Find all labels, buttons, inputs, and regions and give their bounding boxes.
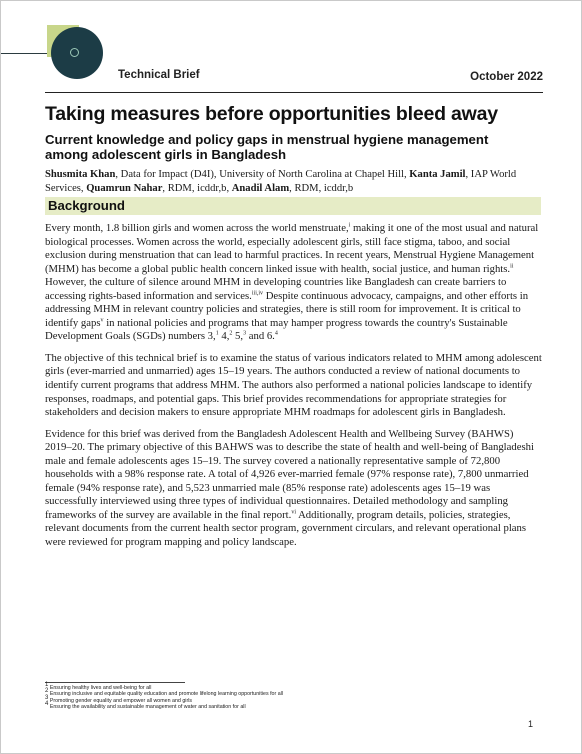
footnote-text: Ensuring the availability and sustainable management of water and sanitation for all — [48, 704, 246, 711]
text-run: Evidence for this brief was derived from the Bangladesh Adolescent Health and Wellbeing Survey (BAHWS) 2019–20. The primary objective of this BAHWS was to describe the state of health and well-being of Bangladeshi male and female adolescents ages 15–19. The survey covered a nationally representative sample of 72,800 households with a 98% response rate. A total of 4,926 ever-married female (97% response rate), 7,800 unmarried female (94% response rate), and 5,523 unmarried male (85% response rate) adolescents ages 15–19 was successfully interviewed using three types of individual questionnaires. Detailed methodology and sampling frameworks of the survey are available in the final report. — [45, 427, 534, 521]
footnote-number: 2 — [45, 688, 49, 695]
footnote-ref: 2 — [229, 330, 233, 337]
endnote-ref: vi — [291, 509, 296, 516]
text-run: in national policies and programs that may hamper progress towards the country's Sustainable Development Goals (SGDs) numbers 3, — [45, 316, 508, 343]
footnote-text: Promoting gender equality and empower all women and girls — [48, 697, 193, 704]
endnote-ref: i — [348, 222, 351, 229]
logo-dot — [70, 48, 79, 57]
text-run: Despite continuous advocacy, campaigns, and other efforts in addressing MHM in relevant country policies and strategies, there is still room for improvement. It is critical to identify gaps — [45, 289, 529, 329]
author-name: Anadil Alam — [231, 182, 290, 194]
author-name: Kanta Jamil — [409, 169, 466, 180]
footnote-number: 3 — [45, 695, 49, 702]
publication-date: October 2022 — [470, 71, 543, 83]
text-run: 5, — [232, 330, 244, 343]
header-rule — [45, 92, 543, 93]
paragraph — [45, 428, 542, 550]
footnote-number: 4 — [45, 701, 49, 708]
footnote-number: 1 — [45, 682, 49, 689]
document-type-label: Technical Brief — [118, 69, 200, 81]
footnote-ref: 3 — [243, 330, 247, 337]
text-run: making it one of the most usual and natural biological processes. Women across the world, especially adolescent girls, still face stigma, taboo, and social exclusion during menstruation that can lead to harmful practices. In recent years, Menstrual Hygiene Management (MHM) has become a global public health concern linked issue with health, social justice, and human rights. — [45, 222, 539, 275]
author-name: Quamrun Nahar — [86, 182, 163, 194]
footnote-rule — [45, 682, 185, 683]
text-run: 4, — [218, 330, 230, 343]
text-run: Additionally, program details, policies, strategies, relevant documents from the current health sector program, government circulars, and relevant operational plans were reviewed for program mapping and policy landscape. — [45, 508, 527, 549]
author-name: Shusmita Khan — [45, 169, 116, 180]
author-affiliation: , Data for Impact (D4I), University of North Carolina at Chapel Hill, — [115, 169, 410, 180]
text-run: Every month, 1.8 billion girls and women across the world menstruate, — [45, 222, 349, 234]
endnote-ref: ii — [510, 263, 514, 270]
page-subtitle: Current knowledge and policy gaps in menstrual hygiene management among adolescent girls in Bangladesh — [45, 132, 489, 162]
author-affiliation: , IAP World Services, — [45, 169, 517, 194]
section-heading-band — [45, 197, 541, 215]
page-number: 1 — [527, 719, 533, 729]
section-heading: Background — [48, 198, 125, 213]
paragraph: The objective of this technical brief is to examine the status of various indicators related to MHM among adolescent girls (ever-married and unmarried) ages 15–19 years. The authors conducted a review of national documents to identify current programs that address MHM. The authors also performed a national policies landscape to identify responses, roadmaps, and potential gaps. This brief provides recommendations for appropriate strategies for stakeholders and decision makers to ensure appropriate MHM roadmaps for adolescent girls in Bangladesh. — [45, 351, 542, 419]
footnote-ref: 1 — [215, 330, 219, 337]
text-run: However, the culture of silence around MHM in developing countries like Bangladesh can create barriers to accessing rights-based information and services. — [45, 276, 507, 302]
logo — [47, 25, 103, 81]
body-text — [45, 222, 542, 558]
endnote-ref: iii,iv — [251, 290, 264, 297]
author-affiliation: , RDM, icddr,b, — [162, 182, 232, 194]
author-list — [45, 168, 545, 195]
author-affiliation: , RDM, icddr,b — [289, 182, 354, 194]
footnote-list — [45, 682, 545, 711]
footnote-text: Ensuring inclusive and equitable quality education and promote lifelong learning opportunities for all — [48, 691, 284, 698]
endnote-ref: v — [100, 317, 104, 324]
footnote — [45, 701, 545, 711]
footnote-ref: 4 — [274, 330, 278, 337]
paragraph — [45, 222, 542, 344]
footnote-text: Ensuring healthy lives and well-being for all — [48, 685, 152, 691]
text-run: and 6. — [246, 330, 275, 343]
page-title: Taking measures before opportunities bleed away — [45, 103, 498, 125]
